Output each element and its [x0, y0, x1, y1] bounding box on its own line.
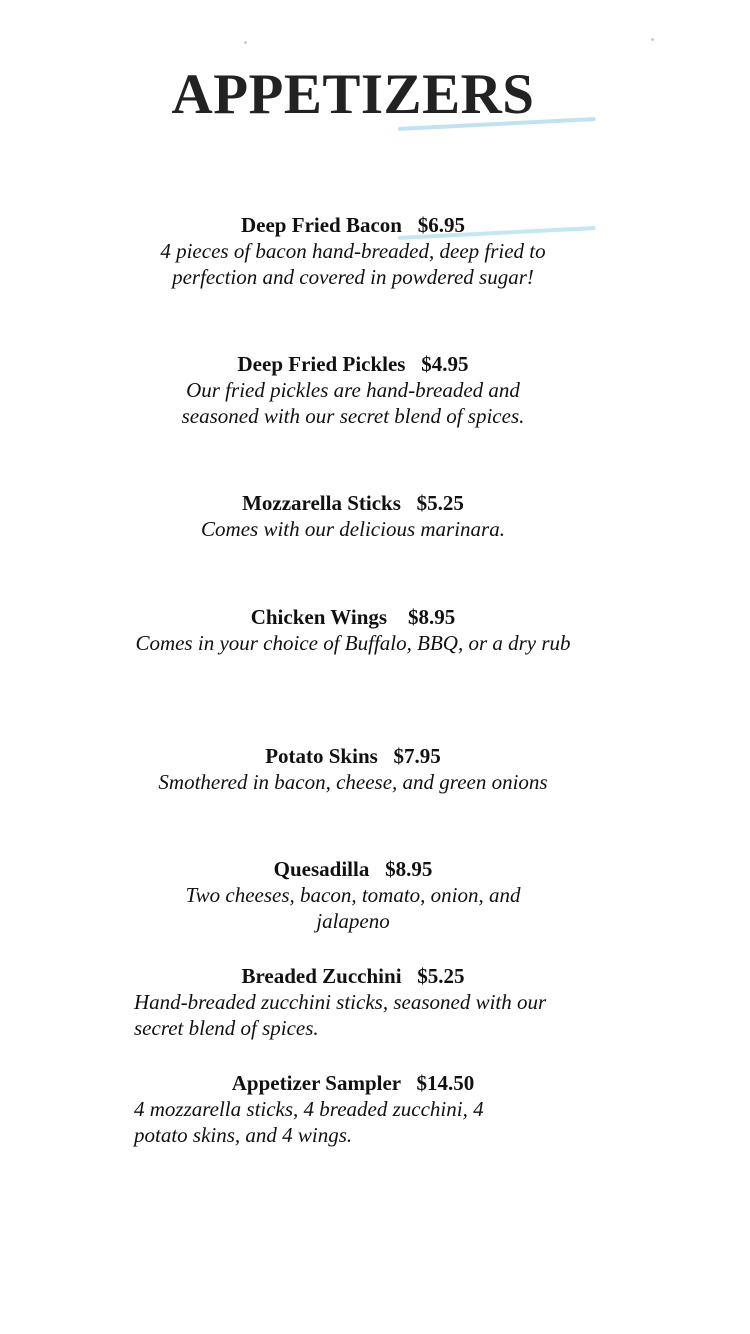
item-description: Comes with our delicious marinara. — [201, 517, 505, 541]
item-heading — [135, 490, 571, 516]
item-name: Deep Fried Pickles — [237, 352, 406, 376]
item-description: Two cheeses, bacon, tomato, onion, and jalapeno — [185, 883, 521, 933]
item-heading — [155, 351, 551, 377]
menu-item — [130, 604, 576, 656]
item-price: $8.95 — [385, 857, 433, 881]
item-name: Potato Skins — [265, 744, 378, 768]
item-description: Smothered in bacon, cheese, and green onions — [158, 770, 548, 794]
item-heading — [134, 963, 572, 989]
item-price: $4.95 — [421, 352, 469, 376]
item-description: 4 mozzarella sticks, 4 breaded zucchini, 4 potato skins, and 4 wings. — [134, 1097, 484, 1147]
item-price: $6.95 — [417, 213, 465, 237]
decorative-dot — [244, 41, 247, 44]
item-description: 4 pieces of bacon hand-breaded, deep fried to perfection and covered in powdered sugar! — [160, 239, 546, 289]
item-description: Our fried pickles are hand-breaded and seasoned with our secret blend of spices. — [181, 378, 525, 428]
item-heading — [134, 1070, 572, 1096]
item-name: Appetizer Sampler — [231, 1071, 401, 1095]
decorative-dot — [651, 38, 654, 41]
menu-item — [135, 743, 571, 795]
item-heading — [135, 212, 571, 238]
menu-item — [135, 212, 571, 290]
item-heading — [135, 743, 571, 769]
item-name: Quesadilla — [273, 857, 370, 881]
menu-item — [155, 351, 551, 429]
item-price: $8.95 — [408, 605, 456, 629]
item-description: Comes in your choice of Buffalo, BBQ, or a dry rub — [135, 631, 571, 655]
item-name: Mozzarella Sticks — [242, 491, 401, 515]
item-heading — [130, 604, 576, 630]
item-name: Chicken Wings — [250, 605, 388, 629]
item-name: Deep Fried Bacon — [241, 213, 402, 237]
item-price: $7.95 — [393, 744, 441, 768]
item-price: $5.25 — [417, 964, 465, 988]
item-heading — [163, 856, 543, 882]
menu-item — [134, 1070, 572, 1148]
item-name: Breaded Zucchini — [241, 964, 402, 988]
menu-item — [163, 856, 543, 934]
menu-item — [134, 963, 572, 1041]
item-price: $5.25 — [416, 491, 464, 515]
menu-item — [135, 490, 571, 542]
item-price: $14.50 — [416, 1071, 475, 1095]
page-title: APPETIZERS — [171, 63, 535, 126]
item-description: Hand-breaded zucchini sticks, seasoned with our secret blend of spices. — [134, 990, 547, 1040]
